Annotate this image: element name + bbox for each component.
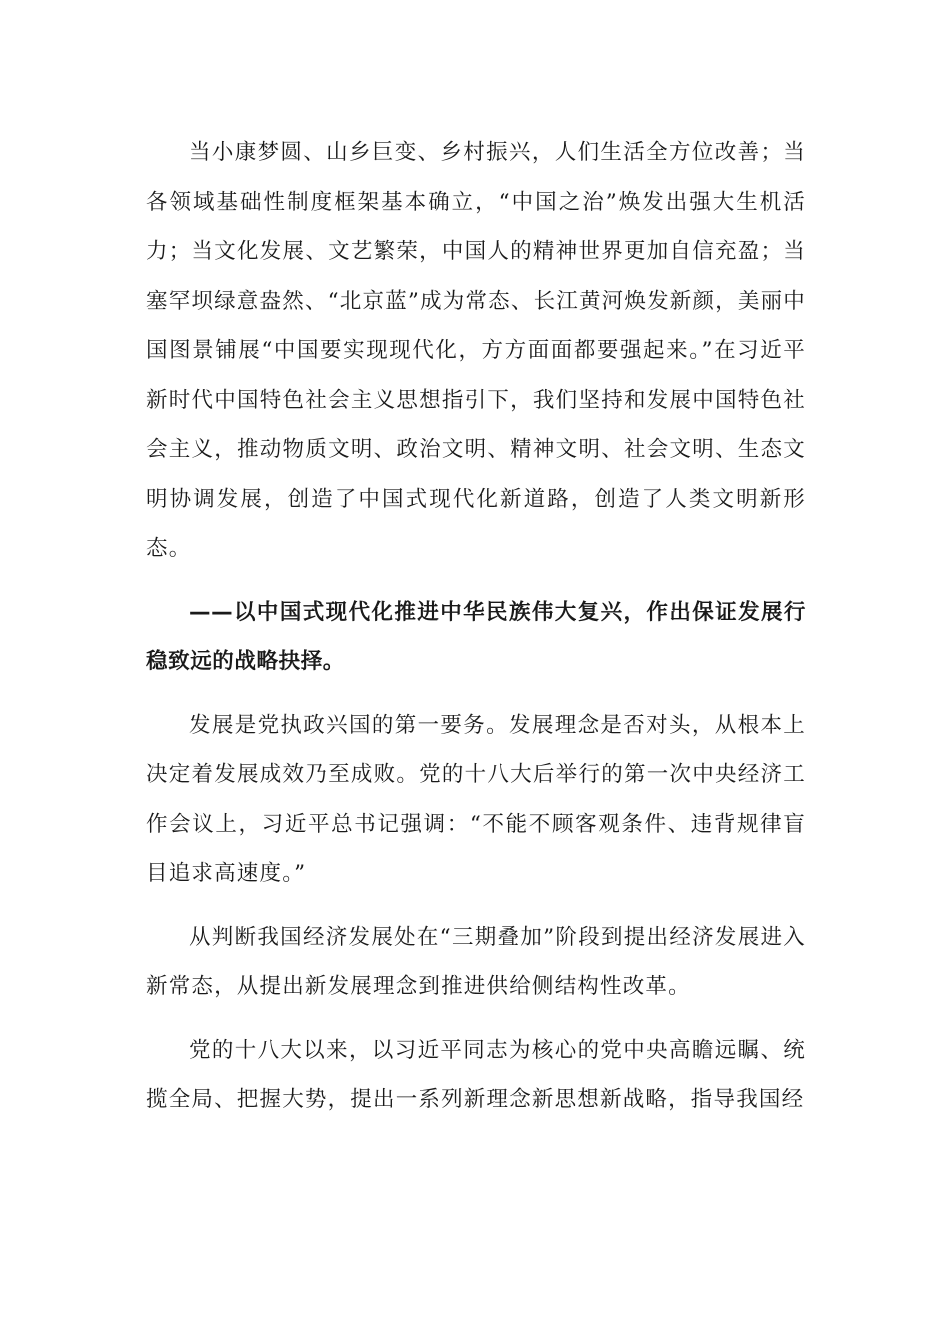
paragraph-new-normal: 从判断我国经济发展处在“三期叠加”阶段到提出经济发展进入新常态，从提出新发展理念到推进供给侧结构性改革。 [146, 924, 806, 999]
section-heading: ——以中国式现代化推进中华民族伟大复兴，作出保证发展行稳致远的战略抉择。 [146, 599, 806, 674]
paragraph-since-18th-congress: 党的十八大以来，以习近平同志为核心的党中央高瞻远瞩、统揽全局、把握大势，提出一系列新理念新思想新战略，指导我国经 [146, 1037, 806, 1112]
paragraph-development-first: 发展是党执政兴国的第一要务。发展理念是否对头，从根本上决定着发展成效乃至成败。党的十八大后举行的第一次中央经济工作会议上，习近平总书记强调：“不能不顾客观条件、违背规律盲目追求高速度。” [146, 712, 806, 886]
document-body [146, 128, 806, 1139]
paragraph-xiaokang: 当小康梦圆、山乡巨变、乡村振兴，人们生活全方位改善；当各领域基础性制度框架基本确立，“中国之治”焕发出强大生机活力；当文化发展、文艺繁荣，中国人的精神世界更加自信充盈；当塞罕坝绿意盎然、“北京蓝”成为常态、长江黄河焕发新颜，美丽中国图景铺展“中国要实现现代化，方方面面都要强起来。”在习近平新时代中国特色社会主义思想指引下，我们坚持和发展中国特色社会主义，推动物质文明、政治文明、精神文明、社会文明、生态文明协调发展，创造了中国式现代化新道路，创造了人类文明新形态。 [146, 140, 806, 561]
